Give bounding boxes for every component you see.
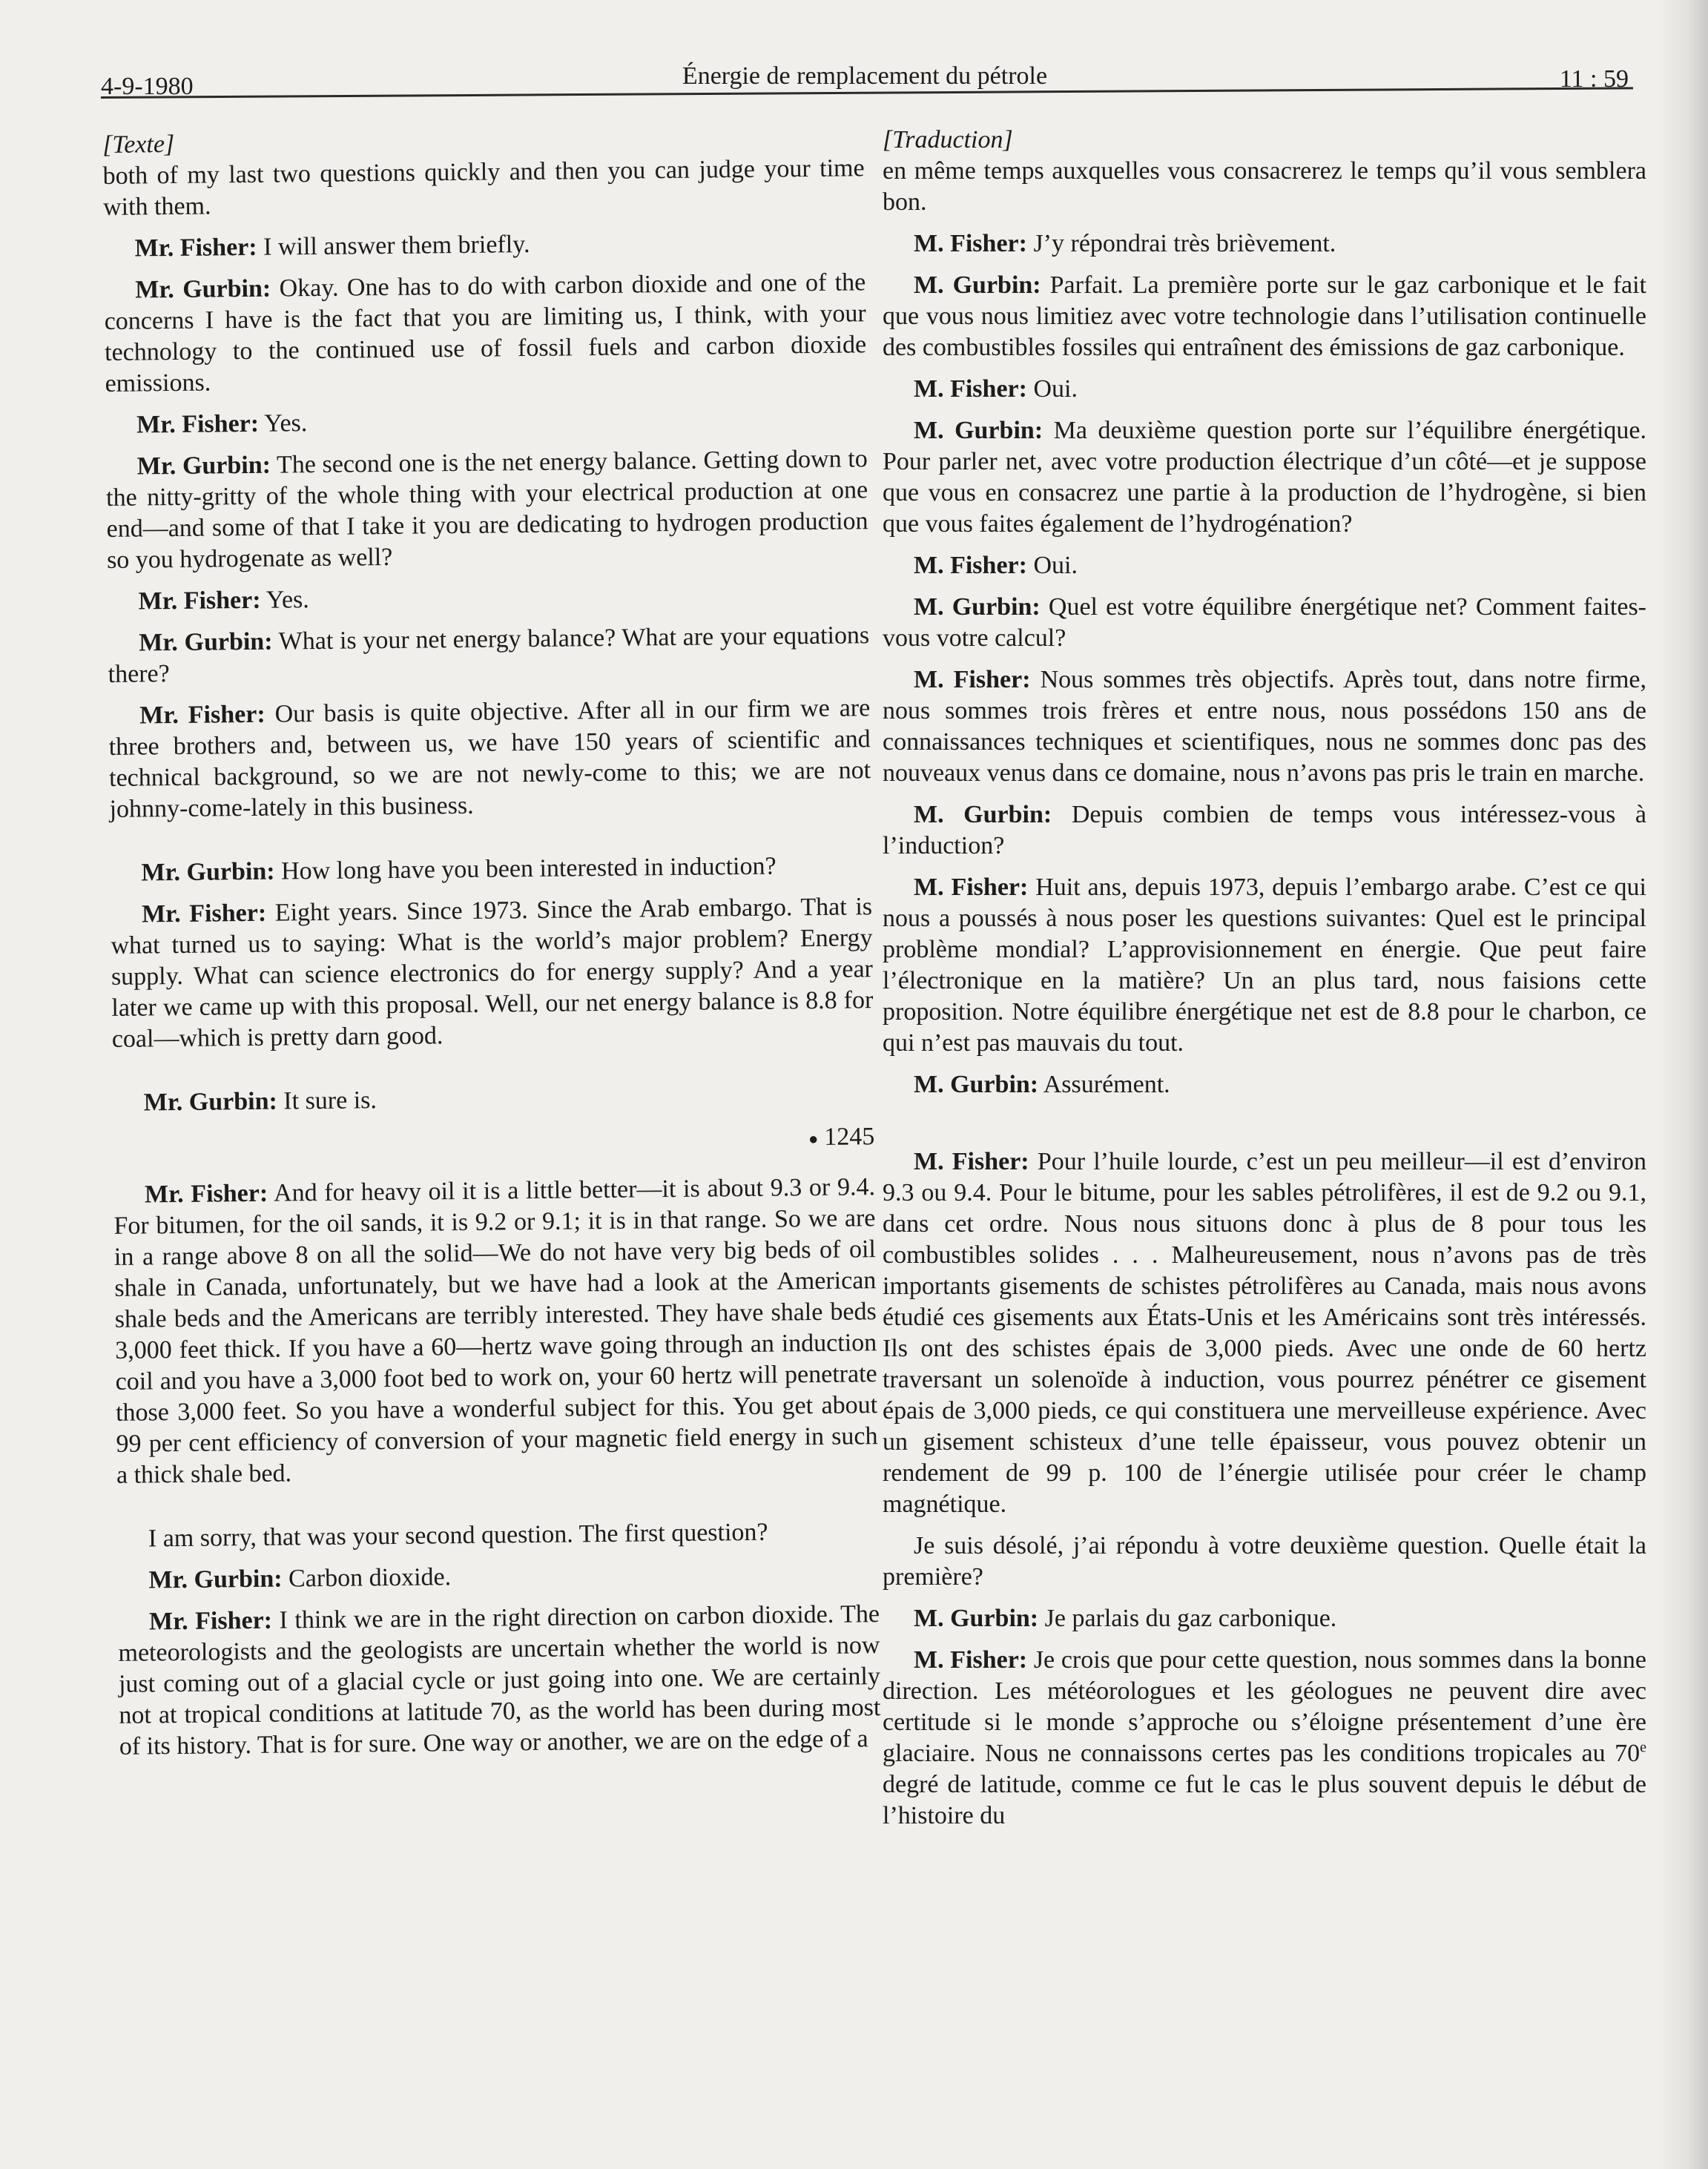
speaker-name: Mr. Fisher: <box>134 233 257 263</box>
speaker-name: M. Gurbin: <box>914 1605 1039 1632</box>
paragraph-text: I will answer them briefly. <box>257 230 530 261</box>
speaker-name: Mr. Fisher: <box>138 586 261 615</box>
transcript-paragraph <box>883 228 1646 260</box>
speaker-name: M. Gurbin: <box>914 271 1041 299</box>
speaker-name: Mr. Gurbin: <box>139 627 273 657</box>
paragraph-text: Oui. <box>1026 375 1078 403</box>
transcript-paragraph <box>106 443 869 576</box>
paragraph-text: How long have you been interested in induction? <box>274 852 776 885</box>
speaker-name: M. Fisher: <box>914 1148 1029 1175</box>
speaker-name: Mr. Fisher: <box>144 1179 268 1209</box>
speaker-name: M. Fisher: <box>914 375 1027 403</box>
transcript-paragraph <box>883 664 1646 789</box>
transcript-paragraph <box>883 1146 1646 1520</box>
page-header <box>101 59 1629 111</box>
speaker-name: M. Fisher: <box>914 874 1029 901</box>
transcript-paragraph <box>113 1172 878 1491</box>
paragraph-text: Ma deuxième question porte sur l’équilibre énergétique. Pour parler net, avec votre production électrique d’un côté—et je suppose que vous en consacrez une partie à la production de l’hydrogène, si bien que vous faites également de l’hydrogénation? <box>883 417 1646 538</box>
transcript-paragraph <box>883 415 1646 540</box>
speaker-name: Mr. Fisher: <box>141 899 267 928</box>
paragraph-text: Je crois que pour cette question, nous sommes dans la bonne direction. Les météorologues et les géologues ne peuvent dire avec certitude si le monde s’approche ou s’éloigne présentement d’une ère glaciaire. Nous ne connaissons certes pas les conditions tropicales au 70 <box>883 1646 1646 1767</box>
paragraph-text: Quel est votre équilibre énergétique net? Comment faites-vous votre calcul? <box>883 593 1647 652</box>
speaker-name: M. Gurbin: <box>914 801 1052 828</box>
page-edge-shadow <box>1656 0 1708 2169</box>
paragraph-text: Eight years. Since 1973. Since the Arab embargo. That is what turned us to saying: What is the world’s major problem? Energy supply. What can science electronics do for energy supply? And a year later we came up with this proposal. Well, our net energy balance is 8.8 for coal—which is pretty darn good. <box>111 893 874 1053</box>
transcript-paragraph <box>883 550 1646 581</box>
spacer <box>883 1111 1646 1146</box>
column-label-texte: [Texte] <box>102 130 175 159</box>
paragraph-text: Parfait. La première porte sur le gaz carbonique et le fait que vous nous limitiez avec votre technologie dans l’utilisation continuelle des combustibles fossiles qui entraînent des émissions de gaz carbonique. <box>883 271 1647 361</box>
paragraph-text: Je parlais du gaz carbonique. <box>1038 1605 1337 1632</box>
header-page-number: 11 : 59 <box>1559 65 1629 93</box>
paragraph-text: What is your net energy balance? What are your equations there? <box>108 621 870 688</box>
transcript-paragraph <box>883 799 1646 862</box>
paragraph-text: Okay. One has to do with carbon dioxide and one of the concerns I have is the fact that you are limiting us, I think, with your technology to the continued use of fossil fuels and carbon dioxide emissions. <box>104 268 867 397</box>
speaker-name: Mr. Gurbin: <box>143 1087 278 1117</box>
transcript-paragraph <box>104 267 867 400</box>
paragraph-text: Yes. <box>260 586 309 614</box>
paragraph-text: Oui. <box>1026 552 1078 579</box>
paragraph-text: Our basis is quite objective. After all in our firm we are three brothers and, between us, we have 150 years of scientific and technical background, so we are not newly-come to this; we are not johnny-come-lately in this business. <box>108 694 871 823</box>
transcript-paragraph <box>883 1531 1646 1593</box>
paragraph-text: I think we are in the right direction on carbon dioxide. The meteorologists and the geologists are uncertain whether the world is now just coming out of a glacial cycle or just going into one. We are certainly not at tropical conditions at latitude 70, as the world has been during most of its history. That is for sure. One way or another, we are on the edge of a <box>118 1600 881 1761</box>
time-marker-value: 1245 <box>824 1123 875 1151</box>
paragraph-text-continued: degré de latitude, comme ce fut le cas le plus souvent depuis le début de l’histoire du <box>883 1771 1646 1829</box>
transcript-paragraph <box>108 693 871 825</box>
speaker-name: M. Fisher: <box>914 230 1027 257</box>
transcript-paragraph <box>108 620 870 690</box>
paragraph-text: I am sorry, that was your second question. The first question? <box>148 1518 768 1553</box>
speaker-name: Mr. Gurbin: <box>136 451 271 481</box>
transcript-paragraph <box>883 270 1646 363</box>
transcript-paragraph <box>103 225 865 265</box>
transcript-paragraph <box>883 1603 1646 1634</box>
paragraph-text: Depuis combien de temps vous intéressez-vous à l’induction? <box>883 801 1646 859</box>
time-marker <box>113 1121 874 1162</box>
paragraph-group <box>883 1146 1646 1832</box>
column-french <box>883 125 1646 1842</box>
speaker-name: M. Fisher: <box>914 666 1031 693</box>
paragraph-text: The second one is the net energy balance. Getting down to the nitty-gritty of the whole thing with your electrical production at one end—and some of that I take it you are dedicating to hydrogen production so you hydrogenate as well? <box>106 445 868 574</box>
column-english <box>102 122 881 1773</box>
paragraph-text: both of my last two questions quickly and then you can judge your time with them. <box>102 154 865 221</box>
paragraph-group <box>883 156 1646 1100</box>
header-date: 4-9-1980 <box>101 73 194 100</box>
bullet-icon: ● <box>808 1129 819 1149</box>
paragraph-group <box>102 153 874 1119</box>
paragraph-text: Carbon dioxide. <box>282 1563 452 1593</box>
header-title: Énergie de remplacement du pétrole <box>682 62 1048 90</box>
transcript-paragraph <box>883 374 1646 405</box>
transcript-paragraph <box>111 891 874 1055</box>
paragraph-text: And for heavy oil it is a little better—it is about 9.3 or 9.4. For bitumen, for the oil sands, it is 9.2 or 9.1; it is in that range. So we are in a range above 8 on all the solid—We do not have very big beds of oil shale in Canada, unfortunately, but we have had a look at the American shale beds and the Americans are terribly interested. They have shale beds 3,000 feet thick. If you have a 60—hertz wave going through an induction coil and you have a 3,000 foot bed to work on, your 60 hertz will penetrate those 3,000 feet. So you have a wonderful subject for this. You get about 99 per cent efficiency of conversion of your magnetic field energy in such a thick shale bed. <box>113 1173 878 1490</box>
speaker-name: M. Gurbin: <box>914 1071 1039 1098</box>
transcript-paragraph <box>883 1645 1646 1832</box>
speaker-name: Mr. Fisher: <box>136 409 260 439</box>
superscript: e <box>1640 1739 1646 1756</box>
transcript-paragraph <box>118 1599 881 1763</box>
speaker-name: Mr. Fisher: <box>139 700 266 730</box>
transcript-paragraph <box>105 402 867 441</box>
paragraph-group <box>113 1172 881 1763</box>
transcript-paragraph <box>883 1069 1646 1100</box>
paragraph-text: Nous sommes très objectifs. Après tout, dans notre firme, nous sommes trois frères et entre nous, nous possédons 150 ans de connaissances techniques et scientifiques, nous ne sommes donc pas des nouveaux venus dans ce domaine, nous n’avons pas pris le train en marche. <box>883 666 1646 787</box>
transcript-paragraph <box>883 156 1646 218</box>
paragraph-text: Huit ans, depuis 1973, depuis l’embargo arabe. C’est ce qui nous a poussés à nous poser les questions suivantes: Quel est le principal problème mondial? L’approvisionnement en énergie. Que peut faire l’électronique en la matière? Un an plus tard, nous faisions cette proposition. Notre équilibre énergétique net est de 8.8 pour le charbon, ce qui n’est pas mauvais du tout. <box>883 874 1646 1057</box>
paragraph-text: Assurément. <box>1038 1071 1170 1098</box>
paragraph-text: It sure is. <box>277 1086 377 1115</box>
paragraph-text: J’y répondrai très brièvement. <box>1026 230 1336 257</box>
speaker-name: M. Fisher: <box>914 1646 1028 1674</box>
speaker-name: M. Fisher: <box>914 552 1027 579</box>
transcript-paragraph <box>117 1557 879 1597</box>
speaker-name: Mr. Gurbin: <box>141 857 275 887</box>
paragraph-text: Je suis désolé, j’ai répondu à votre deuxième question. Quelle était la première? <box>883 1532 1646 1591</box>
speaker-name: M. Gurbin: <box>914 417 1043 444</box>
speaker-name: Mr. Fisher: <box>148 1606 273 1636</box>
speaker-name: Mr. Gurbin: <box>148 1565 283 1594</box>
paragraph-text: Yes. <box>258 409 308 438</box>
transcript-paragraph <box>883 872 1646 1059</box>
transcript-paragraph <box>883 592 1646 654</box>
transcript-paragraph <box>102 153 865 223</box>
column-label-traduction: [Traduction] <box>883 126 1013 153</box>
paragraph-text: en même temps auxquelles vous consacrerez le temps qu’il vous semblera bon. <box>883 157 1646 216</box>
speaker-name: M. Gurbin: <box>914 593 1041 621</box>
paragraph-text: Pour l’huile lourde, c’est un peu meilleur—il est d’environ 9.3 ou 9.4. Pour le bitume, pour les sables pétrolifères, il est de 9.2 ou 9.1, dans cet ordre. Nous nous situons donc à plus de 8 pour tous les combustibles solides . . . Malheureusement, nous n’avons pas de très importants gisements de schistes pétrolifères au Canada, mais nous avons étudié ces gisements aux États-Unis et les Américains sont très intéressés. Ils ont des schistes épais de 3,000 pieds. Avec une onde de 60 hertz traversant un solenoïde à induction, vous pourrez pénétrer ce gisement épais de 3,000 pieds, ce qui constituera une merveilleuse expérience. Avec un gisement schisteux d’une telle épaisseur, vous pouvez obtenir un rendement de 99 p. 100 de l’énergie utilisée pour créer le champ magnétique. <box>883 1148 1647 1518</box>
speaker-name: Mr. Gurbin: <box>135 274 271 304</box>
transcript-paragraph <box>107 578 868 618</box>
